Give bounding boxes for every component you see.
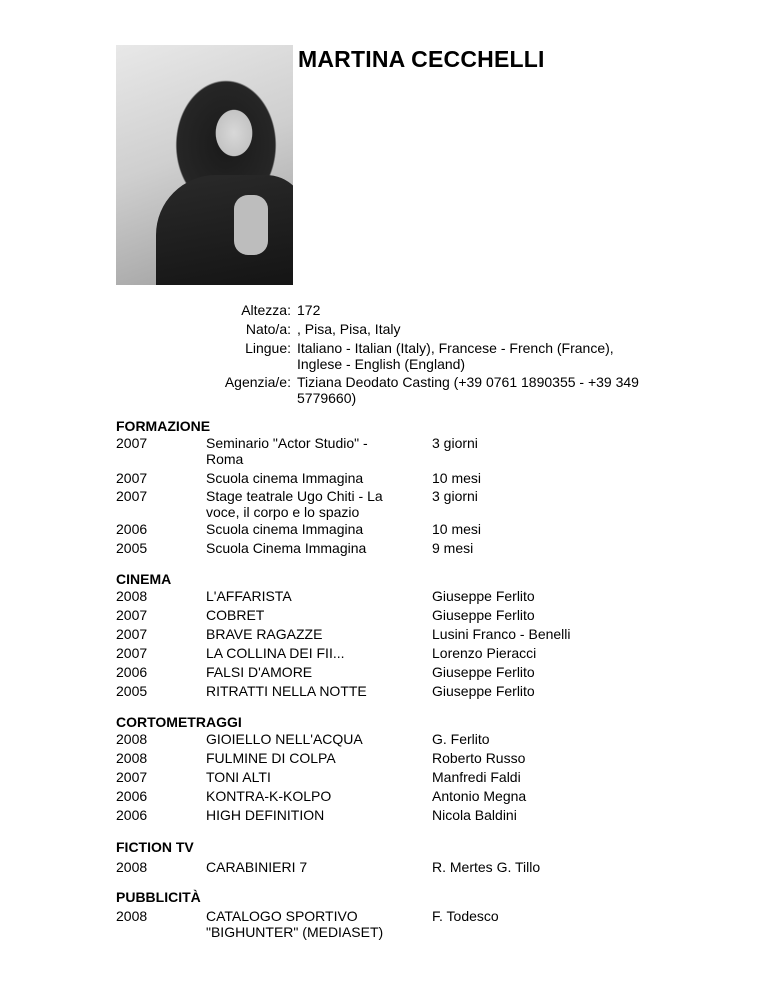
list-item xyxy=(116,435,736,470)
list-item xyxy=(116,626,736,645)
section-cortometraggi xyxy=(116,713,736,826)
entry-title: TONI ALTI xyxy=(206,769,271,785)
profile-photo xyxy=(116,45,293,285)
entry-year: 2008 xyxy=(116,731,148,747)
entry-director: Roberto Russo xyxy=(432,750,526,766)
section-title: CINEMA xyxy=(116,571,172,587)
list-item xyxy=(116,683,736,702)
list-item xyxy=(116,540,736,559)
info-label: Agenzia/e: xyxy=(224,374,291,390)
section-cinema xyxy=(116,570,736,702)
list-item xyxy=(116,607,736,626)
entry-year: 2006 xyxy=(116,521,148,537)
info-value: 172 xyxy=(297,302,321,318)
info-value: Italiano - Italian (Italy), Francese - French (France), Inglese - English (England) xyxy=(297,340,614,372)
entry-director: Giuseppe Ferlito xyxy=(432,683,535,699)
entry-title: Stage teatrale Ugo Chiti - La voce, il corpo e lo spazio xyxy=(206,488,383,520)
entry-title: KONTRA-K-KOLPO xyxy=(206,788,332,804)
actor-name: MARTINA CECCHELLI xyxy=(298,46,545,72)
list-item xyxy=(116,807,736,826)
entry-title: Scuola Cinema Immagina xyxy=(206,540,367,556)
list-item xyxy=(116,521,736,540)
entry-year: 2008 xyxy=(116,588,148,604)
section-title: CORTOMETRAGGI xyxy=(116,714,242,730)
entry-year: 2008 xyxy=(116,908,148,924)
entry-year: 2007 xyxy=(116,488,148,504)
entry-director: Lorenzo Pieracci xyxy=(432,645,537,661)
entry-year: 2005 xyxy=(116,540,148,556)
section-pubblicita xyxy=(116,888,736,942)
entry-director: Giuseppe Ferlito xyxy=(432,664,535,680)
entry-year: 2007 xyxy=(116,769,148,785)
entry-title: COBRET xyxy=(206,607,265,623)
photo-figure xyxy=(156,175,293,285)
entry-title: BRAVE RAGAZZE xyxy=(206,626,323,642)
entry-director: Nicola Baldini xyxy=(432,807,517,823)
entry-year: 2007 xyxy=(116,645,148,661)
entry-detail: 3 giorni xyxy=(432,488,478,504)
entry-year: 2007 xyxy=(116,435,148,451)
entry-director: F. Todesco xyxy=(432,908,499,924)
entry-year: 2006 xyxy=(116,807,148,823)
entry-year: 2006 xyxy=(116,664,148,680)
list-item xyxy=(116,645,736,664)
entry-title: GIOIELLO NELL'ACQUA xyxy=(206,731,363,747)
info-label: Lingue: xyxy=(245,340,291,356)
section-title: PUBBLICITÀ xyxy=(116,889,201,905)
entry-detail: 10 mesi xyxy=(432,521,482,537)
info-value: Tiziana Deodato Casting (+39 0761 1890355 - +39 349 5779660) xyxy=(297,374,639,406)
entry-director: Antonio Megna xyxy=(432,788,527,804)
list-item xyxy=(116,859,736,878)
list-item xyxy=(116,664,736,683)
entry-title: FALSI D'AMORE xyxy=(206,664,313,680)
entry-title: CARABINIERI 7 xyxy=(206,859,308,875)
entry-year: 2008 xyxy=(116,859,148,875)
info-label: Altezza: xyxy=(241,302,291,318)
list-item xyxy=(116,488,736,521)
entry-detail: 3 giorni xyxy=(432,435,478,451)
list-item xyxy=(116,731,736,750)
list-item xyxy=(116,908,736,942)
entry-director: G. Ferlito xyxy=(432,731,490,747)
list-item xyxy=(116,769,736,788)
entry-title: Seminario "Actor Studio" - Roma xyxy=(206,435,368,467)
entry-year: 2007 xyxy=(116,470,148,486)
info-value: , Pisa, Pisa, Italy xyxy=(297,321,401,337)
entry-director: Lusini Franco - Benelli xyxy=(432,626,571,642)
entry-director: R. Mertes G. Tillo xyxy=(432,859,541,875)
section-fiction-tv xyxy=(116,838,736,878)
entry-director: Manfredi Faldi xyxy=(432,769,521,785)
photo-hand xyxy=(234,195,268,255)
section-title: FORMAZIONE xyxy=(116,418,211,434)
list-item xyxy=(116,750,736,769)
entry-year: 2007 xyxy=(116,607,148,623)
section-title: FICTION TV xyxy=(116,839,194,855)
list-item xyxy=(116,788,736,807)
entry-title: Scuola cinema Immagina xyxy=(206,521,364,537)
entry-year: 2007 xyxy=(116,626,148,642)
info-label: Nato/a: xyxy=(245,321,291,337)
entry-title: Scuola cinema Immagina xyxy=(206,470,364,486)
entry-year: 2008 xyxy=(116,750,148,766)
entry-title: FULMINE DI COLPA xyxy=(206,750,336,766)
entry-title: HIGH DEFINITION xyxy=(206,807,325,823)
entry-detail: 10 mesi xyxy=(432,470,482,486)
entry-director: Giuseppe Ferlito xyxy=(432,607,535,623)
list-item xyxy=(116,470,736,488)
entry-title: RITRATTI NELLA NOTTE xyxy=(206,683,367,699)
entry-title: LA COLLINA DEI FII... xyxy=(206,645,345,661)
section-formazione xyxy=(116,417,736,559)
entry-year: 2006 xyxy=(116,788,148,804)
list-item xyxy=(116,588,736,607)
entry-title: CATALOGO SPORTIVO "BIGHUNTER" (MEDIASET) xyxy=(206,908,384,940)
entry-director: Giuseppe Ferlito xyxy=(432,588,535,604)
entry-year: 2005 xyxy=(116,683,148,699)
entry-detail: 9 mesi xyxy=(432,540,474,556)
entry-title: L'AFFARISTA xyxy=(206,588,292,604)
